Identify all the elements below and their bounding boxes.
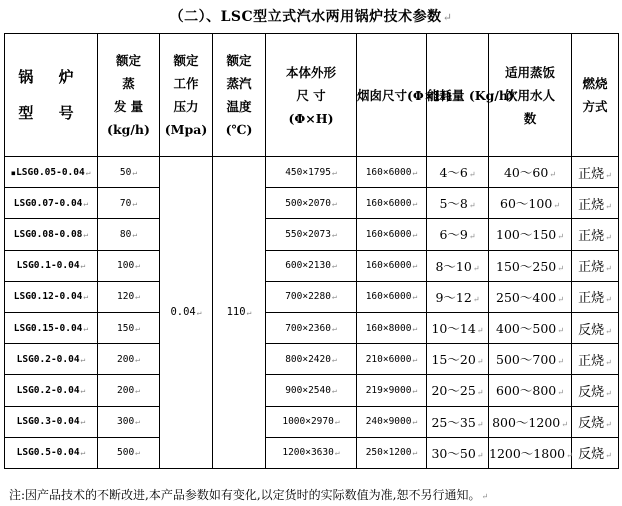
header-consumption: 能耗量 (Kg/h) [427, 34, 489, 157]
paragraph-mark-icon: ↵ [334, 448, 340, 458]
cell-consumption-text: 6～9 [439, 227, 468, 243]
cell-people-text: 100～150 [496, 227, 557, 243]
cell-burn-text: 正烧 [578, 166, 605, 182]
paragraph-mark-icon: ↵ [605, 326, 612, 336]
cell-model-text: LSG0.08-0.08 [13, 228, 83, 240]
cell-chimney [357, 188, 427, 219]
paragraph-mark-icon: ↵ [605, 295, 612, 305]
cell-temperature-text: 110 [226, 306, 246, 319]
paragraph-mark-icon: ↵ [331, 229, 337, 239]
cell-model [5, 437, 98, 468]
paragraph-mark-icon: ↵ [476, 326, 484, 336]
cell-capacity-text: 150 [117, 322, 135, 334]
cell-model [5, 312, 98, 343]
cell-people-text: 600～800 [496, 383, 557, 399]
cell-burn [572, 188, 619, 219]
cell-chimney-text: 210×6000 [365, 353, 412, 365]
cell-burn [572, 157, 619, 188]
cell-burn-text: 反烧 [578, 322, 605, 338]
paragraph-mark-icon: ↵ [80, 417, 86, 427]
cell-people [489, 344, 572, 375]
cell-consumption-text: 15～20 [431, 352, 476, 368]
table-row [5, 375, 619, 406]
paragraph-mark-icon: ↵ [557, 232, 564, 242]
cell-model [5, 281, 98, 312]
cell-consumption-text: 20～25 [431, 383, 476, 399]
table-row [5, 219, 619, 250]
paragraph-mark-icon: ↵ [566, 450, 573, 460]
cell-consumption-text: 30～50 [431, 445, 476, 461]
cell-chimney [357, 375, 427, 406]
cell-model-text: LSG0.1-0.04 [16, 260, 80, 272]
cell-capacity [98, 250, 160, 281]
cell-people [489, 375, 572, 406]
cell-chimney [357, 312, 427, 343]
cell-chimney-text: 160×6000 [365, 166, 412, 178]
cell-people-text: 150～250 [496, 258, 557, 274]
cell-dimensions-text: 700×2360 [285, 322, 331, 334]
cell-chimney [357, 250, 427, 281]
cell-consumption [427, 312, 489, 343]
header-pressure: 额定 工作 压力 (Mpa) [160, 34, 213, 157]
boiler-spec-table [4, 33, 619, 469]
cell-people [489, 437, 572, 468]
cell-consumption [427, 437, 489, 468]
table-row [5, 188, 619, 219]
paragraph-mark-icon: ↵ [135, 385, 140, 395]
cell-model-text: LSG0.15-0.04 [13, 322, 83, 334]
table-header-row [5, 34, 619, 157]
cell-dimensions [266, 406, 357, 437]
cell-consumption [427, 281, 489, 312]
paragraph-mark-icon: ↵ [135, 292, 140, 302]
cell-consumption-text: 9～12 [435, 289, 472, 305]
cell-dimensions [266, 188, 357, 219]
cell-burn-text: 正烧 [578, 291, 605, 307]
paragraph-mark-icon: ↵ [412, 198, 418, 208]
paragraph-mark-icon: ↵ [135, 417, 140, 427]
table-row [5, 281, 619, 312]
paragraph-mark-icon: ↵ [476, 450, 484, 460]
paragraph-mark-icon: ↵ [476, 357, 484, 367]
cell-burn-text: 正烧 [578, 260, 605, 276]
cell-model [5, 406, 98, 437]
cell-pressure-text: 0.04 [170, 306, 196, 319]
paragraph-mark-icon: ↵ [132, 167, 138, 177]
paragraph-mark-icon: ↵ [557, 357, 564, 367]
cell-dimensions [266, 344, 357, 375]
cell-chimney-text: 250×1200 [365, 447, 412, 459]
cell-consumption [427, 406, 489, 437]
cell-capacity [98, 281, 160, 312]
cell-model-text: LSG0.5-0.04 [16, 447, 80, 459]
cell-chimney-text: 240×9000 [365, 416, 412, 428]
header-capacity: 额定 蒸 发 量 (kg/h) [98, 34, 160, 157]
cell-temperature [213, 157, 266, 469]
cell-dimensions [266, 219, 357, 250]
cell-capacity [98, 157, 160, 188]
cell-consumption [427, 375, 489, 406]
paragraph-mark-icon: ↵ [334, 417, 340, 427]
cell-capacity [98, 219, 160, 250]
cell-consumption-text: 8～10 [435, 258, 472, 274]
paragraph-mark-icon: ↵ [135, 448, 140, 458]
cell-burn-text: 反烧 [578, 384, 605, 400]
row-marker-icon: ■ [11, 169, 16, 177]
paragraph-mark-icon: ↵ [83, 229, 89, 239]
paragraph-mark-icon: ↵ [442, 11, 453, 24]
paragraph-mark-icon: ↵ [605, 170, 612, 180]
paragraph-mark-icon: ↵ [605, 201, 612, 211]
table-row [5, 312, 619, 343]
cell-dimensions-text: 1000×2970 [282, 416, 334, 428]
paragraph-mark-icon: ↵ [605, 232, 612, 242]
cell-capacity [98, 375, 160, 406]
cell-chimney-text: 160×6000 [365, 291, 412, 303]
cell-model-text: LSG0.3-0.04 [16, 416, 80, 428]
paragraph-mark-icon: ↵ [481, 492, 489, 501]
cell-people [489, 219, 572, 250]
paragraph-mark-icon: ↵ [412, 261, 418, 271]
paragraph-mark-icon: ↵ [476, 419, 484, 429]
cell-consumption-text: 4～6 [439, 165, 468, 181]
cell-chimney-text: 219×9000 [365, 384, 412, 396]
cell-dimensions-text: 1200×3630 [282, 447, 334, 459]
cell-capacity-text: 70 [119, 197, 132, 209]
cell-model [5, 157, 98, 188]
cell-capacity-text: 80 [119, 228, 132, 240]
cell-capacity-text: 200 [117, 384, 135, 396]
cell-consumption-text: 25～35 [431, 414, 476, 430]
cell-capacity [98, 406, 160, 437]
paragraph-mark-icon: ↵ [132, 198, 138, 208]
paragraph-mark-icon: ↵ [561, 419, 568, 429]
cell-chimney [357, 219, 427, 250]
paragraph-mark-icon: ↵ [553, 201, 560, 211]
header-burn: 燃烧 方式 [572, 34, 619, 157]
cell-consumption-text: 10～14 [431, 321, 476, 337]
cell-people-text: 250～400 [496, 289, 557, 305]
cell-dimensions-text: 550×2073 [285, 228, 331, 240]
paragraph-mark-icon: ↵ [331, 261, 337, 271]
cell-model-text: LSG0.12-0.04 [13, 291, 83, 303]
cell-dimensions [266, 250, 357, 281]
paragraph-mark-icon: ↵ [605, 357, 612, 367]
paragraph-mark-icon: ↵ [132, 229, 138, 239]
cell-dimensions [266, 375, 357, 406]
paragraph-mark-icon: ↵ [605, 451, 612, 461]
paragraph-mark-icon: ↵ [605, 420, 612, 430]
cell-dimensions-text: 450×1795 [285, 166, 331, 178]
cell-people-text: 40～60 [503, 165, 549, 181]
cell-burn [572, 437, 619, 468]
paragraph-mark-icon: ↵ [246, 308, 252, 318]
cell-dimensions [266, 312, 357, 343]
paragraph-mark-icon: ↵ [412, 448, 418, 458]
paragraph-mark-icon: ↵ [412, 417, 418, 427]
paragraph-mark-icon: ↵ [331, 198, 337, 208]
paragraph-mark-icon: ↵ [468, 170, 476, 180]
cell-burn [572, 219, 619, 250]
cell-dimensions-text: 600×2130 [285, 260, 331, 272]
paragraph-mark-icon: ↵ [476, 388, 484, 398]
cell-people-text: 60～100 [500, 196, 553, 212]
cell-people-text: 500～700 [496, 352, 557, 368]
cell-model [5, 375, 98, 406]
cell-chimney [357, 281, 427, 312]
paragraph-mark-icon: ↵ [412, 292, 418, 302]
cell-chimney [357, 157, 427, 188]
cell-dimensions-text: 500×2070 [285, 197, 331, 209]
cell-capacity [98, 188, 160, 219]
paragraph-mark-icon: ↵ [472, 294, 480, 304]
cell-consumption [427, 219, 489, 250]
paragraph-mark-icon: ↵ [80, 385, 86, 395]
cell-capacity-text: 200 [117, 353, 135, 365]
cell-chimney [357, 437, 427, 468]
header-people: 适用蒸饭 饮用水人 数 [489, 34, 572, 157]
header-dimensions: 本体外形 尺 寸 (Φ×H) [266, 34, 357, 157]
table-row [5, 157, 619, 188]
cell-model-text: LSG0.07-0.04 [13, 197, 83, 209]
cell-burn-text: 正烧 [578, 197, 605, 213]
paragraph-mark-icon: ↵ [472, 263, 480, 273]
cell-chimney-text: 160×6000 [365, 197, 412, 209]
paragraph-mark-icon: ↵ [412, 229, 418, 239]
cell-dimensions [266, 157, 357, 188]
cell-burn-text: 反烧 [578, 416, 605, 432]
cell-burn-text: 反烧 [578, 447, 605, 463]
cell-consumption [427, 188, 489, 219]
table-row [5, 344, 619, 375]
cell-dimensions [266, 437, 357, 468]
cell-chimney-text: 160×6000 [365, 228, 412, 240]
cell-burn-text: 正烧 [578, 228, 605, 244]
footnote [9, 486, 488, 503]
paragraph-mark-icon: ↵ [468, 201, 476, 211]
paragraph-mark-icon: ↵ [557, 263, 564, 273]
cell-model [5, 344, 98, 375]
cell-burn [572, 375, 619, 406]
paragraph-mark-icon: ↵ [331, 292, 337, 302]
cell-consumption [427, 344, 489, 375]
cell-dimensions-text: 700×2280 [285, 291, 331, 303]
header-chimney: 烟囱尺寸(Φ×H) [357, 34, 427, 157]
cell-model-text: LSG0.2-0.04 [16, 384, 80, 396]
cell-dimensions-text: 800×2420 [285, 353, 331, 365]
paragraph-mark-icon: ↵ [605, 264, 612, 274]
page-title [0, 6, 622, 26]
paragraph-mark-icon: ↵ [412, 385, 418, 395]
cell-burn [572, 312, 619, 343]
paragraph-mark-icon: ↵ [468, 232, 476, 242]
paragraph-mark-icon: ↵ [80, 261, 86, 271]
paragraph-mark-icon: ↵ [331, 167, 337, 177]
paragraph-mark-icon: ↵ [83, 292, 89, 302]
cell-people-text: 1200～1800 [489, 445, 566, 461]
cell-burn-text: 正烧 [578, 353, 605, 369]
paragraph-mark-icon: ↵ [83, 198, 89, 208]
cell-capacity-text: 300 [117, 416, 135, 428]
table-row [5, 406, 619, 437]
cell-dimensions [266, 281, 357, 312]
cell-dimensions-text: 900×2540 [285, 384, 331, 396]
cell-chimney [357, 344, 427, 375]
paragraph-mark-icon: ↵ [331, 354, 337, 364]
paragraph-mark-icon: ↵ [557, 388, 564, 398]
paragraph-mark-icon: ↵ [557, 294, 564, 304]
paragraph-mark-icon: ↵ [196, 308, 202, 318]
paragraph-mark-icon: ↵ [135, 261, 140, 271]
paragraph-mark-icon: ↵ [80, 448, 86, 458]
cell-burn [572, 281, 619, 312]
cell-people [489, 406, 572, 437]
paragraph-mark-icon: ↵ [412, 354, 418, 364]
paragraph-mark-icon: ↵ [331, 323, 337, 333]
paragraph-mark-icon: ↵ [80, 354, 86, 364]
cell-model [5, 219, 98, 250]
paragraph-mark-icon: ↵ [549, 170, 556, 180]
cell-capacity-text: 100 [117, 260, 135, 272]
cell-burn [572, 250, 619, 281]
cell-people-text: 400～500 [496, 321, 557, 337]
cell-people [489, 188, 572, 219]
cell-model-text: LSG0.05-0.04 [16, 166, 85, 178]
paragraph-mark-icon: ↵ [83, 323, 89, 333]
cell-pressure [160, 157, 213, 469]
header-model: 锅 炉 型 号 [5, 34, 98, 157]
cell-people [489, 281, 572, 312]
paragraph-mark-icon: ↵ [135, 354, 140, 364]
table-row [5, 437, 619, 468]
cell-capacity-text: 120 [117, 291, 135, 303]
cell-capacity [98, 344, 160, 375]
header-temperature: 额定 蒸汽 温度 (℃) [213, 34, 266, 157]
cell-model-text: LSG0.2-0.04 [16, 353, 80, 365]
cell-burn [572, 406, 619, 437]
paragraph-mark-icon: ↵ [412, 167, 418, 177]
paragraph-mark-icon: ↵ [412, 323, 418, 333]
cell-people [489, 157, 572, 188]
cell-capacity-text: 500 [117, 447, 135, 459]
table-row [5, 250, 619, 281]
cell-chimney-text: 160×6000 [365, 260, 412, 272]
cell-capacity-text: 50 [119, 166, 132, 178]
cell-capacity [98, 312, 160, 343]
page-title-text: （二）、LSC型立式汽水两用锅炉技术参数 [169, 9, 442, 25]
cell-chimney [357, 406, 427, 437]
cell-consumption [427, 157, 489, 188]
cell-people-text: 800～1200 [492, 414, 561, 430]
cell-capacity [98, 437, 160, 468]
cell-consumption [427, 250, 489, 281]
cell-consumption-text: 5～8 [439, 196, 468, 212]
cell-burn [572, 344, 619, 375]
cell-model [5, 250, 98, 281]
paragraph-mark-icon: ↵ [135, 323, 140, 333]
cell-people [489, 250, 572, 281]
paragraph-mark-icon: ↵ [605, 388, 612, 398]
cell-model [5, 188, 98, 219]
footnote-text: 注:因产品技术的不断改进,本产品参数如有变化,以定货时的实际数值为准,恕不另行通知。 [9, 488, 481, 502]
paragraph-mark-icon: ↵ [331, 385, 337, 395]
paragraph-mark-icon: ↵ [557, 326, 564, 336]
cell-people [489, 312, 572, 343]
cell-chimney-text: 160×8000 [365, 322, 412, 334]
paragraph-mark-icon: ↵ [85, 167, 91, 177]
